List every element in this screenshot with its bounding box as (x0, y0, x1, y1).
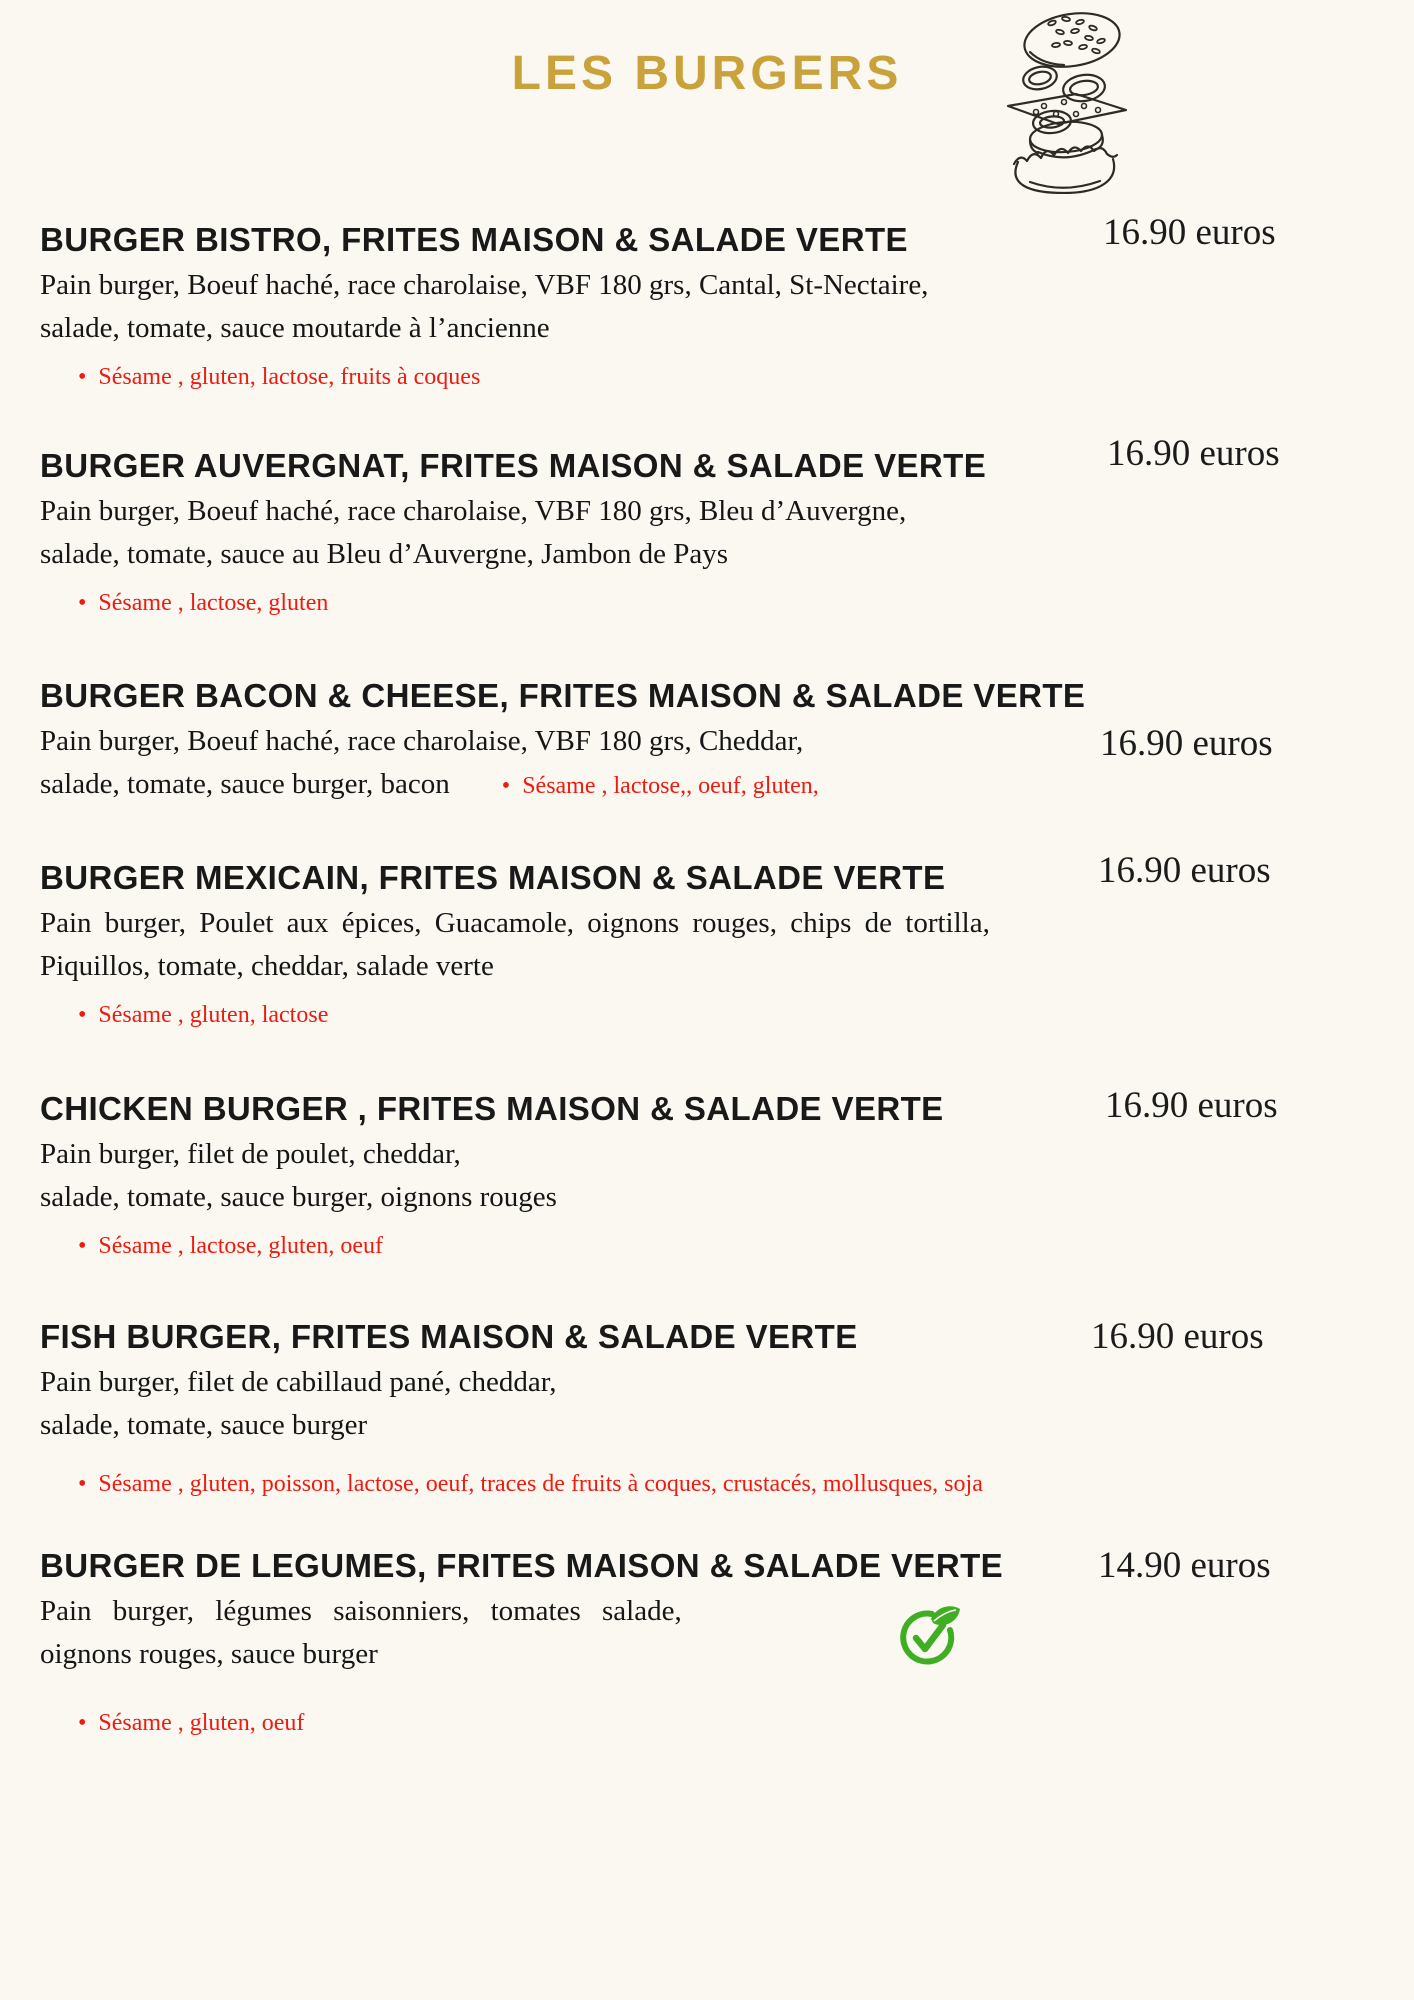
allergen-line (40, 1471, 1180, 1498)
item-description-line1: Pain burger, filet de cabillaud pané, cheddar, (40, 1366, 557, 1398)
item-price: 16.90 euros (1107, 433, 1280, 474)
page-title: LES BURGERS (511, 47, 903, 100)
item-description-line2: salade, tomate, sauce moutarde à l’ancienne (40, 312, 550, 344)
item-price: 14.90 euros (1098, 1545, 1271, 1586)
item-description-line2: salade, tomate, sauce au Bleu d’Auvergne, Jambon de Pays (40, 538, 729, 570)
item-description-line1: Pain burger, Boeuf haché, race charolaise, VBF 180 grs, Cantal, St-Nectaire, (40, 269, 929, 301)
item-title: FISH BURGER, FRITES MAISON & SALADE VERTE (40, 1318, 858, 1355)
allergen-bullet: • (501, 773, 511, 799)
menu-item (40, 446, 1180, 617)
item-description-line1: Pain burger, légumes saisonniers, tomates salade, (40, 1595, 682, 1627)
allergen-line (40, 1233, 1180, 1260)
item-price: 16.90 euros (1100, 723, 1273, 764)
item-title: BURGER BISTRO, FRITES MAISON & SALADE VERTE (40, 221, 908, 258)
item-description-line2-text: salade, tomate, sauce burger, bacon (40, 768, 450, 800)
menu-item (40, 1546, 1180, 1737)
allergen-text: Sésame , gluten, lactose, fruits à coques (98, 364, 481, 390)
allergen-bullet: • (78, 364, 87, 390)
menu-item (40, 220, 1180, 391)
item-price: 16.90 euros (1103, 212, 1276, 253)
allergen-text: Sésame , gluten, lactose (98, 1002, 329, 1028)
allergen-line (40, 590, 1180, 617)
allergen-text: Sésame , gluten, poisson, lactose, oeuf, traces de fruits à coques, crustacés, mollusques, soja (98, 1471, 983, 1497)
allergen-line (40, 1710, 1180, 1737)
allergen-text: Sésame , gluten, oeuf (98, 1710, 305, 1736)
allergen-line (40, 364, 1180, 391)
allergen-bullet: • (78, 1002, 87, 1028)
allergen-bullet: • (78, 1710, 87, 1736)
item-description-line2: oignons rouges, sauce burger (40, 1638, 378, 1670)
allergen-text: Sésame , lactose, gluten (98, 590, 329, 616)
item-description-line2 (40, 763, 1180, 808)
menu-item (40, 676, 1180, 808)
item-description-line2: salade, tomate, sauce burger, oignons rouges (40, 1181, 557, 1213)
item-title: BURGER AUVERGNAT, FRITES MAISON & SALADE VERTE (40, 447, 987, 484)
item-description-line2: salade, tomate, sauce burger (40, 1409, 368, 1441)
menu-item (40, 858, 1180, 1029)
allergen-bullet: • (78, 1233, 87, 1259)
allergen-text: Sésame , lactose, gluten, oeuf (98, 1233, 383, 1259)
item-title: BURGER BACON & CHEESE, FRITES MAISON & SALADE VERTE (40, 677, 1086, 714)
item-price: 16.90 euros (1105, 1085, 1278, 1126)
allergen-text: Sésame , lactose,, oeuf, gluten, (522, 773, 819, 799)
item-description-line2: Piquillos, tomate, cheddar, salade verte (40, 950, 494, 982)
item-price: 16.90 euros (1098, 850, 1271, 891)
menu-item (40, 1089, 1180, 1260)
item-description-line1: Pain burger, Boeuf haché, race charolaise, VBF 180 grs, Bleu d’Auvergne, (40, 495, 907, 527)
allergen-bullet: • (78, 590, 87, 616)
item-description-line1: Pain burger, Boeuf haché, race charolaise, VBF 180 grs, Cheddar, (40, 725, 804, 757)
item-description-line1: Pain burger, Poulet aux épices, Guacamole, oignons rouges, chips de tortilla, (40, 907, 990, 939)
allergen-bullet: • (78, 1471, 87, 1497)
allergen-line (40, 1002, 1180, 1029)
item-description-line1: Pain burger, filet de poulet, cheddar, (40, 1138, 461, 1170)
item-price: 16.90 euros (1091, 1316, 1264, 1357)
allergen-line (502, 765, 819, 808)
vegetarian-leaf-check-icon (897, 1604, 961, 1670)
burger-sketch-icon (1000, 6, 1140, 194)
item-title: CHICKEN BURGER , FRITES MAISON & SALADE VERTE (40, 1090, 944, 1127)
menu-item (40, 1317, 1180, 1498)
item-title: BURGER DE LEGUMES, FRITES MAISON & SALADE VERTE (40, 1547, 1004, 1584)
item-title: BURGER MEXICAIN, FRITES MAISON & SALADE VERTE (40, 859, 946, 896)
